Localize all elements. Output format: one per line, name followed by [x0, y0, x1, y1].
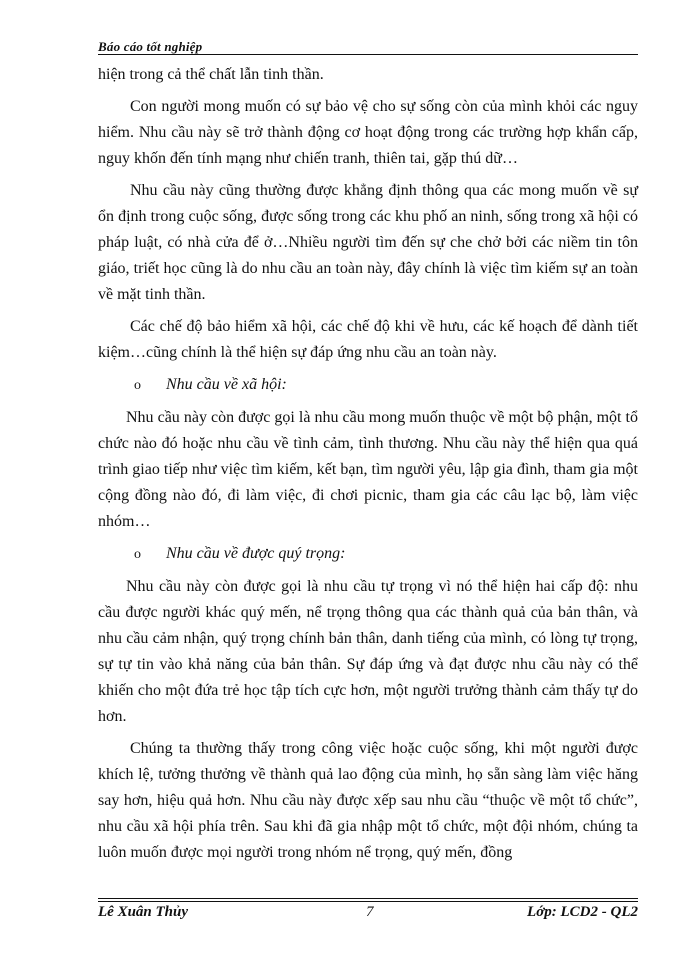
- paragraph-3: Nhu cầu này cũng thường được khẳng định thông qua các mong muốn về sự ổn định trong cuộc sống, được sống trong các khu phố an ninh, sống trong xã hội có pháp luật, có nhà cửa để ở…Nhiều người tìm đến sự che chở bởi các niềm tin tôn giáo, triết học cũng là do nhu cầu an toàn này, đây chính là việc tìm kiếm sự an toàn về mặt tinh thần.: [98, 182, 638, 303]
- page-footer: [98, 898, 638, 928]
- bullet-marker: o: [134, 378, 141, 393]
- footer-author: Lê Xuân Thủy: [98, 904, 189, 920]
- page-header: [98, 35, 638, 57]
- footer-class-label: Lớp: LCD2 - QL2: [527, 904, 638, 920]
- paragraph-2: Con người mong muốn có sự bảo vệ cho sự sống còn của mình khỏi các nguy hiểm. Nhu cầu này sẽ trở thành động cơ hoạt động trong các trường hợp khẩn cấp, nguy khốn đến tính mạng như chiến tranh, thiên tai, gặp thú dữ…: [98, 98, 638, 167]
- footer-rule: [98, 898, 638, 899]
- paragraph-4: Các chế độ bảo hiểm xã hội, các chế độ khi về hưu, các kế hoạch để dành tiết kiệm…cũng chính là thể hiện sự đáp ứng nhu cầu an toàn này.: [98, 318, 638, 361]
- paragraph-6: Nhu cầu này còn được gọi là nhu cầu tự trọng vì nó thể hiện hai cấp độ: nhu cầu được người khác quý mến, nể trọng thông qua các thành quả của bản thân, và nhu cầu cảm nhận, quý trọng chính bản thân, danh tiếng của mình, có lòng tự trọng, sự tự tin vào khả năng của bản thân. Sự đáp ứng và đạt được nhu cầu này có thể khiến cho một đứa trẻ học tập tích cực hơn, một người trưởng thành cảm thấy tự do hơn.: [98, 578, 638, 725]
- header-title: Báo cáo tốt nghiệp: [98, 39, 203, 54]
- paragraph-1: hiện trong cả thể chất lẫn tinh thần.: [98, 66, 324, 83]
- bullet-label: Nhu cầu về xã hội:: [166, 376, 287, 393]
- document-body: [98, 62, 638, 872]
- bullet-label: Nhu cầu về được quý trọng:: [166, 545, 346, 562]
- bullet-marker: o: [134, 547, 141, 562]
- footer-rule-thin: [98, 901, 638, 902]
- bullet-esteem-needs: [98, 541, 638, 568]
- page-number: 7: [366, 904, 374, 920]
- header-rule: [98, 54, 638, 55]
- paragraph-5: Nhu cầu này còn được gọi là nhu cầu mong muốn thuộc về một bộ phận, một tổ chức nào đó hoặc nhu cầu về tình cảm, tình thương. Nhu cầu này thể hiện qua quá trình giao tiếp như việc tìm kiếm, kết bạn, tìm người yêu, lập gia đình, tham gia một cộng đồng nào đó, đi làm việc, đi chơi picnic, tham gia các câu lạc bộ, làm việc nhóm…: [98, 409, 638, 530]
- paragraph-7: Chúng ta thường thấy trong công việc hoặc cuộc sống, khi một người được khích lệ, tưởng thưởng về thành quả lao động của mình, họ sẵn sàng làm việc hăng say hơn, hiệu quả hơn. Nhu cầu này được xếp sau nhu cầu “thuộc về một tổ chức”, nhu cầu xã hội phía trên. Sau khi đã gia nhập một tổ chức, một đội nhóm, chúng ta luôn muốn được mọi người trong nhóm nể trọng, quý mến, đồng: [98, 740, 638, 861]
- bullet-social-needs: [98, 372, 638, 399]
